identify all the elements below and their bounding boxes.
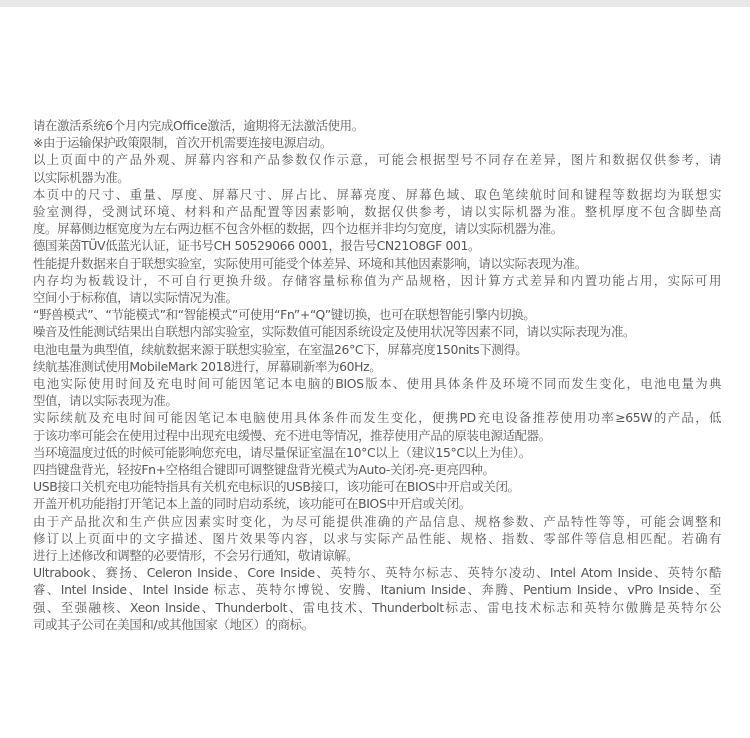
disclaimer-line: 性能提升数据来自于联想实验室，实际使用可能受个体差异、环境和其他因素影响，请以实际表现为准。 <box>33 255 587 271</box>
disclaimer-line: 由于产品批次和生产供应因素实时变化，为尽可能提供准确的产品信息、规格参数、产品特性等等，可能会调整和 <box>33 513 721 529</box>
disclaimer-line: 睿、Intel Inside、Intel Inside 标志、英特尔博锐、安腾、Itanium Inside、奔腾、Pentium Inside、vPro Inside、至 <box>33 582 721 598</box>
disclaimer-line: 德国莱茵TÜV低蓝光认证，证书号CH 50529066 0001，报告号CN21O8GF 001。 <box>33 238 481 254</box>
disclaimer-line: “野兽模式”、“节能模式”和“智能模式”可使用“Fn”+“Q”键切换，也可在联想智能引擎内切换。 <box>33 307 536 323</box>
disclaimer-line: 进行上述修改和调整的必要情形，不会另行通知，敬请谅解。 <box>33 548 359 564</box>
disclaimer-line: 验室测得，受测试环境、材料和产品配置等因素影响，数据仅供参考，请以实际机器为准。整机厚度不包含脚垫高 <box>33 204 721 220</box>
disclaimer-line: 内存均为板载设计，不可自行更换升级。存储容量标称值为产品规格，因计算方式差异和内置功能占用，实际可用 <box>33 272 721 288</box>
disclaimer-line: 度。屏幕侧边框宽度为左右两边框不包含外框的数据，四个边框并非均匀宽度，请以实际机器为准。 <box>33 221 563 237</box>
disclaimer-line: 本页中的尺寸、重量、厚度、屏幕尺寸、屏占比、屏幕亮度、屏幕色域、取色笔续航时间和键程等数据均为联想实 <box>33 186 721 202</box>
disclaimer-line: 当环境温度过低的时候可能影响您充电，请尽量保证室温在10°C以上（建议15°C以上为佳）。 <box>33 444 531 460</box>
disclaimer-line: 以上页面中的产品外观、屏幕内容和产品参数仅作示意，可能会根据型号不同存在差异，图片和数据仅供参考，请 <box>33 152 721 168</box>
disclaimer-text-block <box>33 117 721 633</box>
disclaimer-line: 于该功率可能会在使用过程中出现充电缓慢、充不进电等情况，推荐使用产品的原装电源适配器。 <box>33 427 551 443</box>
disclaimer-line: 强、至强融核、Xeon Inside、Thunderbolt、雷电技术、Thunderbolt标志、雷电技术标志和英特尔傲腾是英特尔公 <box>33 599 721 615</box>
disclaimer-line: 请在激活系统6个月内完成Office激活，逾期将无法激活使用。 <box>33 118 364 133</box>
top-divider-bar <box>0 0 750 7</box>
disclaimer-line: 四挡键盘背光，轻按Fn+空格组合键即可调整键盘背光模式为Auto-关闭-亮-更亮四种。 <box>33 462 495 478</box>
disclaimer-line: 续航基准测试使用MobileMark 2018进行，屏幕刷新率为60Hz。 <box>33 358 382 374</box>
disclaimer-line: 修订以上页面中的文字描述、图片效果等内容，以求与实际产品性能、规格、指数、零部件等信息相匹配。若确有 <box>33 530 721 546</box>
disclaimer-line: 司或其子公司在美国和/或其他国家（地区）的商标。 <box>33 616 314 632</box>
disclaimer-line: 噪音及性能测试结果出自联想内部实验室，实际数值可能因系统设定及使用状况等因素不同，请以实际表现为准。 <box>33 324 636 340</box>
disclaimer-line: Ultrabook、赛扬、Celeron Inside、Core Inside、英特尔、英特尔标志、英特尔凌动、Intel Atom Inside、英特尔酷 <box>33 565 721 581</box>
disclaimer-line: 实际续航及充电时间可能因笔记本电脑使用具体条件而发生变化，便携PD充电设备推荐使用功率≥65W的产品，低 <box>33 410 721 426</box>
disclaimer-line: 空间小于标称值，请以实际情况为准。 <box>33 290 238 306</box>
disclaimer-line: ※由于运输保护政策限制，首次开机需要连接电源启动。 <box>33 135 333 151</box>
disclaimer-line: USB接口关机充电功能特指具有关机充电标识的USB接口，该功能可在BIOS中开启或关闭。 <box>33 479 520 495</box>
disclaimer-line: 电池实际使用时间及充电时间可能因笔记本电脑的BIOS版本、使用具体条件及环境不同而发生变化，电池电量为典 <box>33 376 721 392</box>
disclaimer-line: 开盖开机功能指打开笔记本上盖的同时启动系统，该功能可在BIOS中开启或关闭。 <box>33 496 471 512</box>
disclaimer-line: 型值，请以实际表现为准。 <box>33 393 178 409</box>
disclaimer-line: 电池电量为典型值，续航数据来源于联想实验室，在室温26°C下，屏幕亮度150nits下测得。 <box>33 341 528 357</box>
disclaimer-line: 以实际机器为准。 <box>33 169 130 185</box>
